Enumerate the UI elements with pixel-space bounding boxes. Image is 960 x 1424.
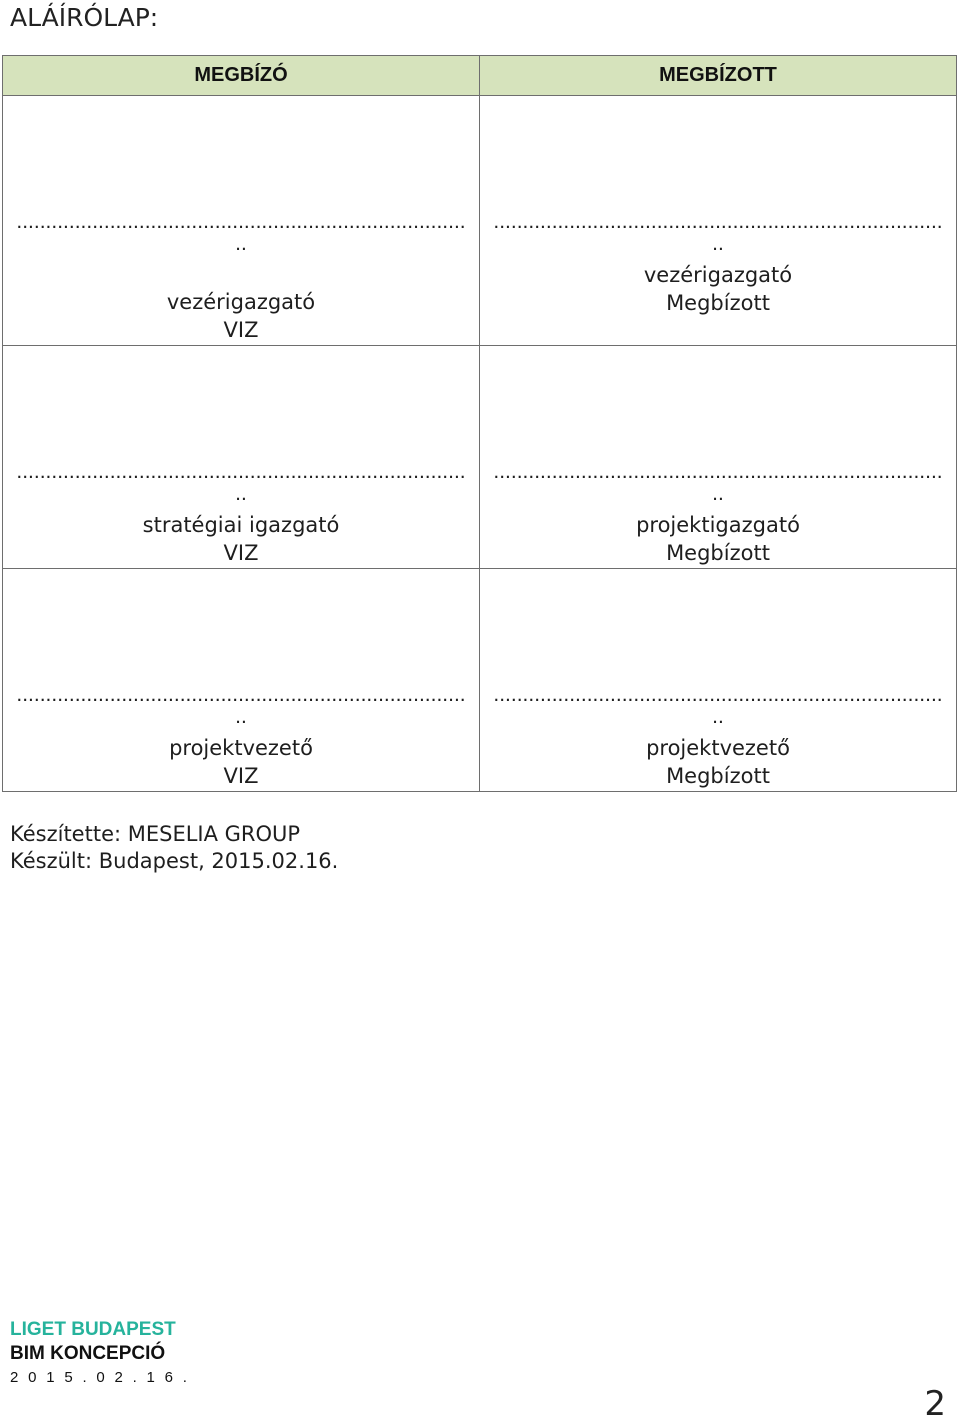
signatory-organization: Megbízott	[666, 291, 770, 315]
signatory-block	[3, 261, 479, 344]
page-title: ALÁÍRÓLAP:	[10, 3, 159, 32]
signatory-role: vezérigazgató	[643, 263, 793, 287]
signatory-role: projektvezető	[646, 736, 790, 760]
signatory-block	[480, 511, 956, 567]
signature-line: .............................................................................	[493, 210, 943, 233]
signature-line-end: ..	[235, 482, 247, 505]
signatory-organization: VIZ	[223, 318, 259, 342]
signature-cell-contractor	[480, 96, 956, 346]
signature-cell-client	[3, 569, 480, 791]
signature-line-end: ..	[235, 232, 247, 255]
blank-line	[3, 261, 479, 288]
signatory-role: vezérigazgató	[166, 290, 316, 314]
signatory-block	[3, 734, 479, 790]
footer	[10, 1318, 190, 1390]
footer-project-title: LIGET BUDAPEST	[10, 1319, 176, 1340]
signature-cell-contractor	[480, 346, 956, 569]
signature-table	[2, 55, 957, 792]
signature-line-end: ..	[712, 705, 724, 728]
signature-line-end: ..	[712, 232, 724, 255]
signatory-organization: VIZ	[223, 764, 259, 788]
signatory-role: projektvezető	[169, 736, 313, 760]
signatory-block	[480, 734, 956, 790]
signature-line: .............................................................................	[16, 460, 466, 483]
signatory-organization: VIZ	[223, 541, 259, 565]
signature-line-end: ..	[235, 705, 247, 728]
signatory-role: stratégiai igazgató	[142, 513, 340, 537]
signature-line: .............................................................................	[16, 683, 466, 706]
header-cell-contractor: MEGBÍZOTT	[480, 56, 956, 96]
header-cell-client: MEGBÍZÓ	[3, 56, 480, 96]
signatory-block	[480, 261, 956, 317]
signature-line: .............................................................................	[493, 683, 943, 706]
signatory-organization: Megbízott	[666, 541, 770, 565]
signatory-organization: Megbízott	[666, 764, 770, 788]
prepared-by-text: Készítette: MESELIA GROUP	[10, 822, 301, 846]
signatory-block	[3, 511, 479, 567]
prepared-info	[10, 821, 338, 875]
prepared-place-date-text: Készült: Budapest, 2015.02.16.	[10, 849, 339, 873]
signature-line: .............................................................................	[493, 460, 943, 483]
signatory-role: projektigazgató	[636, 513, 800, 537]
page-number: 2	[924, 1384, 946, 1424]
signature-cell-client	[3, 96, 480, 346]
footer-subtitle: BIM KONCEPCIÓ	[10, 1343, 166, 1364]
signature-line-end: ..	[712, 482, 724, 505]
signature-cell-contractor	[480, 569, 956, 791]
signature-line: .............................................................................	[16, 210, 466, 233]
footer-date: 2 0 1 5 . 0 2 . 1 6 .	[10, 1369, 190, 1386]
signature-cell-client	[3, 346, 480, 569]
